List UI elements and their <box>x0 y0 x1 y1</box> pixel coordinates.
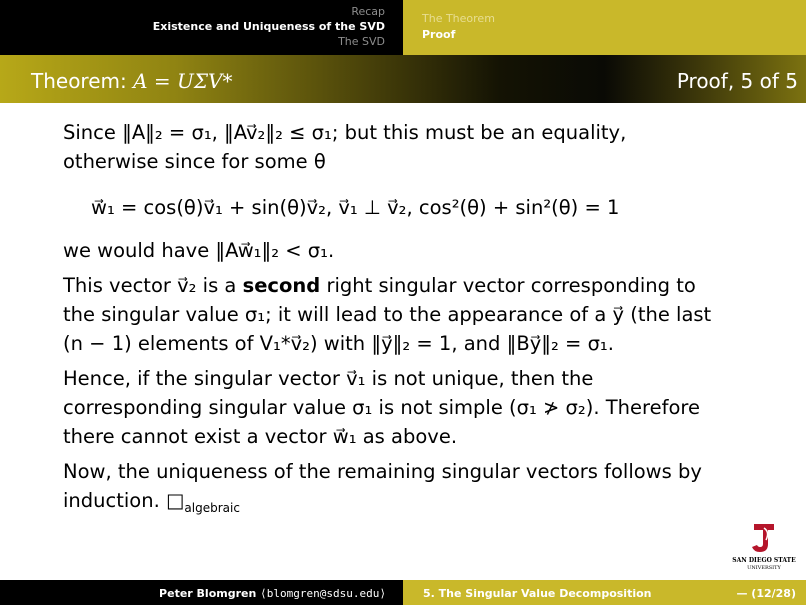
frame-subtitle: Proof, 5 of 5 <box>676 69 798 93</box>
slide-content <box>63 118 763 523</box>
paragraph-2: we would have ‖Aw⃗₁‖₂ < σ₁. <box>63 239 335 262</box>
footer-section <box>403 580 806 605</box>
paragraph-5a: Now, the uniqueness of the remaining singular vectors follows by <box>63 460 702 483</box>
logo-line-2: UNIVERSITY <box>747 565 781 571</box>
section-nav <box>0 0 403 55</box>
footer-page-number: — (12/28) <box>736 587 796 600</box>
paragraph-3d: (n − 1) elements of V₁*v⃗₂) with ‖y⃗‖₂ = 1, and ‖By⃗‖₂ = σ₁. <box>63 332 614 355</box>
paragraph-3c: the singular value σ₁; it will lead to the appearance of a y⃗ (the last <box>63 303 712 326</box>
sdsu-logo-icon <box>732 522 796 572</box>
footer <box>0 580 806 605</box>
qed-subscript: algebraic <box>184 500 240 515</box>
footer-section-title[interactable]: 5. The Singular Value Decomposition <box>423 587 652 600</box>
footer-author-name: Peter Blomgren <box>159 587 257 600</box>
paragraph-4b: corresponding singular value σ₁ is not simple (σ₁ ≯ σ₂). Therefore <box>63 396 700 419</box>
nav-section-svd[interactable]: The SVD <box>338 35 385 48</box>
display-equation: w⃗₁ = cos(θ)v⃗₁ + sin(θ)v⃗₂, v⃗₁ ⊥ v⃗₂, cos²(θ) + sin²(θ) = 1 <box>91 196 620 219</box>
subsection-nav <box>403 0 806 55</box>
sdsu-logo <box>732 522 796 572</box>
paragraph-4c: there cannot exist a vector w⃗₁ as above. <box>63 425 458 448</box>
logo-line-1: SAN DIEGO STATE <box>732 557 796 564</box>
paragraph-5b <box>63 486 763 523</box>
frame-title-prefix: Theorem: <box>31 69 127 93</box>
frame-title-math: A = UΣV* <box>133 69 233 93</box>
p3-text-a: This vector v⃗₂ is a <box>63 274 237 297</box>
p3-bold-second: second <box>242 274 321 297</box>
p3-text-b: right singular vector corresponding to <box>326 274 696 297</box>
frame-title-bar <box>0 55 806 103</box>
top-navigation <box>0 0 806 55</box>
frame-title <box>31 69 232 93</box>
p5-text: induction. □ <box>63 489 185 512</box>
footer-author <box>0 580 403 605</box>
footer-email: ⟨blomgren@sdsu.edu⟩ <box>260 587 386 600</box>
nav-subsection-theorem[interactable]: The Theorem <box>422 12 495 25</box>
paragraph-1a: Since ‖A‖₂ = σ₁, ‖Av⃗₂‖₂ ≤ σ₁; but this must be an equality, <box>63 121 627 144</box>
paragraph-4a: Hence, if the singular vector v⃗₁ is not unique, then the <box>63 367 594 390</box>
nav-subsection-proof[interactable]: Proof <box>422 28 456 41</box>
paragraph-3a <box>63 271 763 300</box>
nav-section-recap[interactable]: Recap <box>351 5 385 18</box>
nav-section-existence[interactable]: Existence and Uniqueness of the SVD <box>152 20 385 33</box>
paragraph-1b: otherwise since for some θ <box>63 150 326 173</box>
